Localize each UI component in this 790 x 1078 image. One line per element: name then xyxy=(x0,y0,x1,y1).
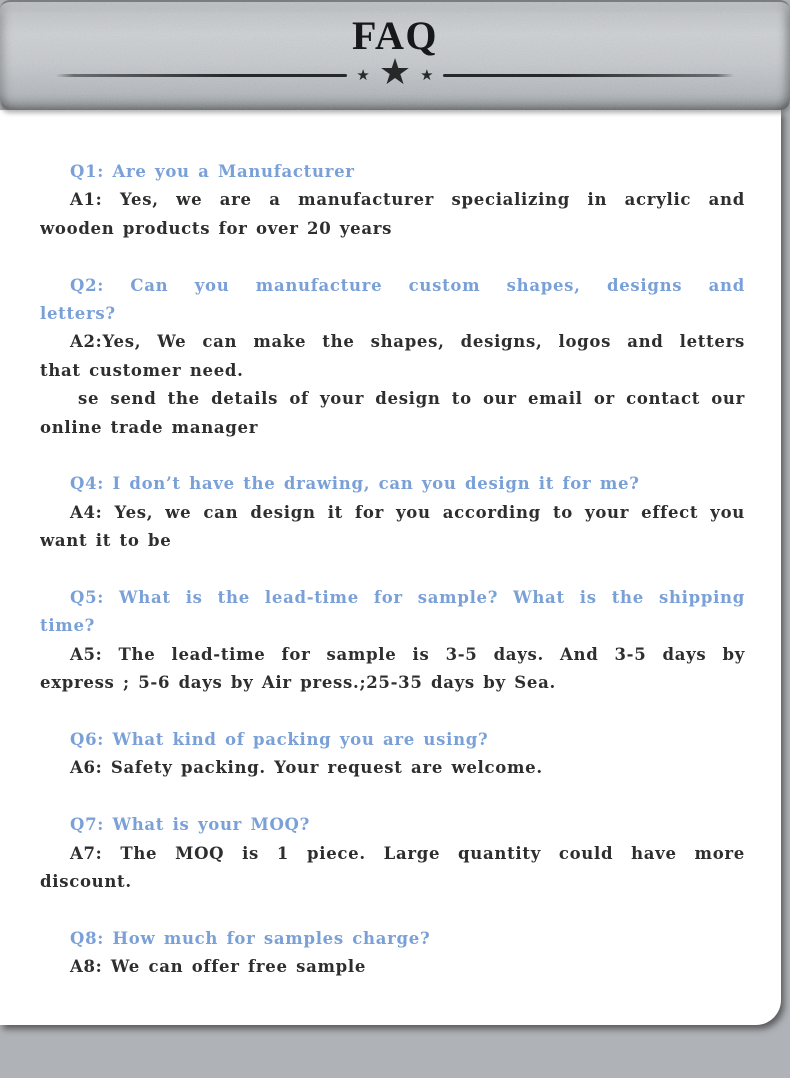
faq-answer-line: A1: Yes, we are a manufacturer specializing in acrylic and xyxy=(70,190,745,210)
faq-answer-line: A7: The MOQ is 1 piece. Large quantity could have more xyxy=(70,843,745,863)
faq-question-line: Q2: Can you manufacture custom shapes, designs and xyxy=(70,275,745,295)
faq-answer-line: online trade manager xyxy=(40,417,259,437)
faq-answer-line: A4: Yes, we can design it for you according to your effect you xyxy=(70,502,745,522)
star-small-icon: ★ xyxy=(420,66,434,84)
page-title: FAQ xyxy=(352,13,438,58)
star-small-icon: ★ xyxy=(356,66,370,84)
faq-answer-line: that customer need. xyxy=(40,360,244,380)
star-large-icon: ★ xyxy=(378,52,412,93)
faq-question-line: Q7: What is your MOQ? xyxy=(70,815,310,835)
faq-question-line: Q4: I don’t have the drawing, can you design it for me? xyxy=(70,474,640,494)
faq-answer-line: se send the details of your design to our email or contact our xyxy=(78,389,745,409)
faq-answer-line: A5: The lead-time for sample is 3-5 days. And 3-5 days by xyxy=(70,644,745,664)
faq-question-line: Q1: Are you a Manufacturer xyxy=(70,162,355,181)
faq-content-card xyxy=(0,110,781,1025)
faq-item xyxy=(40,925,745,982)
divider-line-left xyxy=(56,74,347,77)
divider-line-right xyxy=(443,74,734,77)
faq-item xyxy=(40,272,745,442)
faq-question-line: Q5: What is the lead-time for sample? What is the shipping xyxy=(70,588,745,608)
faq-answer-line: want it to be xyxy=(40,531,172,551)
faq-answer-line: A8: We can offer free sample xyxy=(70,957,367,977)
faq-answer-line: wooden products for over 20 years xyxy=(40,218,393,238)
faq-header-banner xyxy=(0,0,790,110)
faq-question-line: Q6: What kind of packing you are using? xyxy=(70,730,489,750)
faq-answer-line: discount. xyxy=(40,872,132,892)
faq-item xyxy=(40,811,745,896)
faq-question-line: letters? xyxy=(40,304,116,324)
faq-question-line: time? xyxy=(40,616,96,636)
faq-item xyxy=(40,158,745,243)
faq-answer-line: A6: Safety packing. Your request are welcome. xyxy=(70,758,543,778)
faq-item xyxy=(40,584,745,698)
title-decoration xyxy=(0,52,790,93)
faq-answer-line: A2:Yes, We can make the shapes, designs, logos and letters xyxy=(70,332,745,352)
faq-item xyxy=(40,726,745,783)
faq-item xyxy=(40,470,745,555)
faq-question-line: Q8: How much for samples charge? xyxy=(70,928,431,948)
faq-answer-line: express ; 5-6 days by Air press.;25-35 days by Sea. xyxy=(40,673,556,693)
